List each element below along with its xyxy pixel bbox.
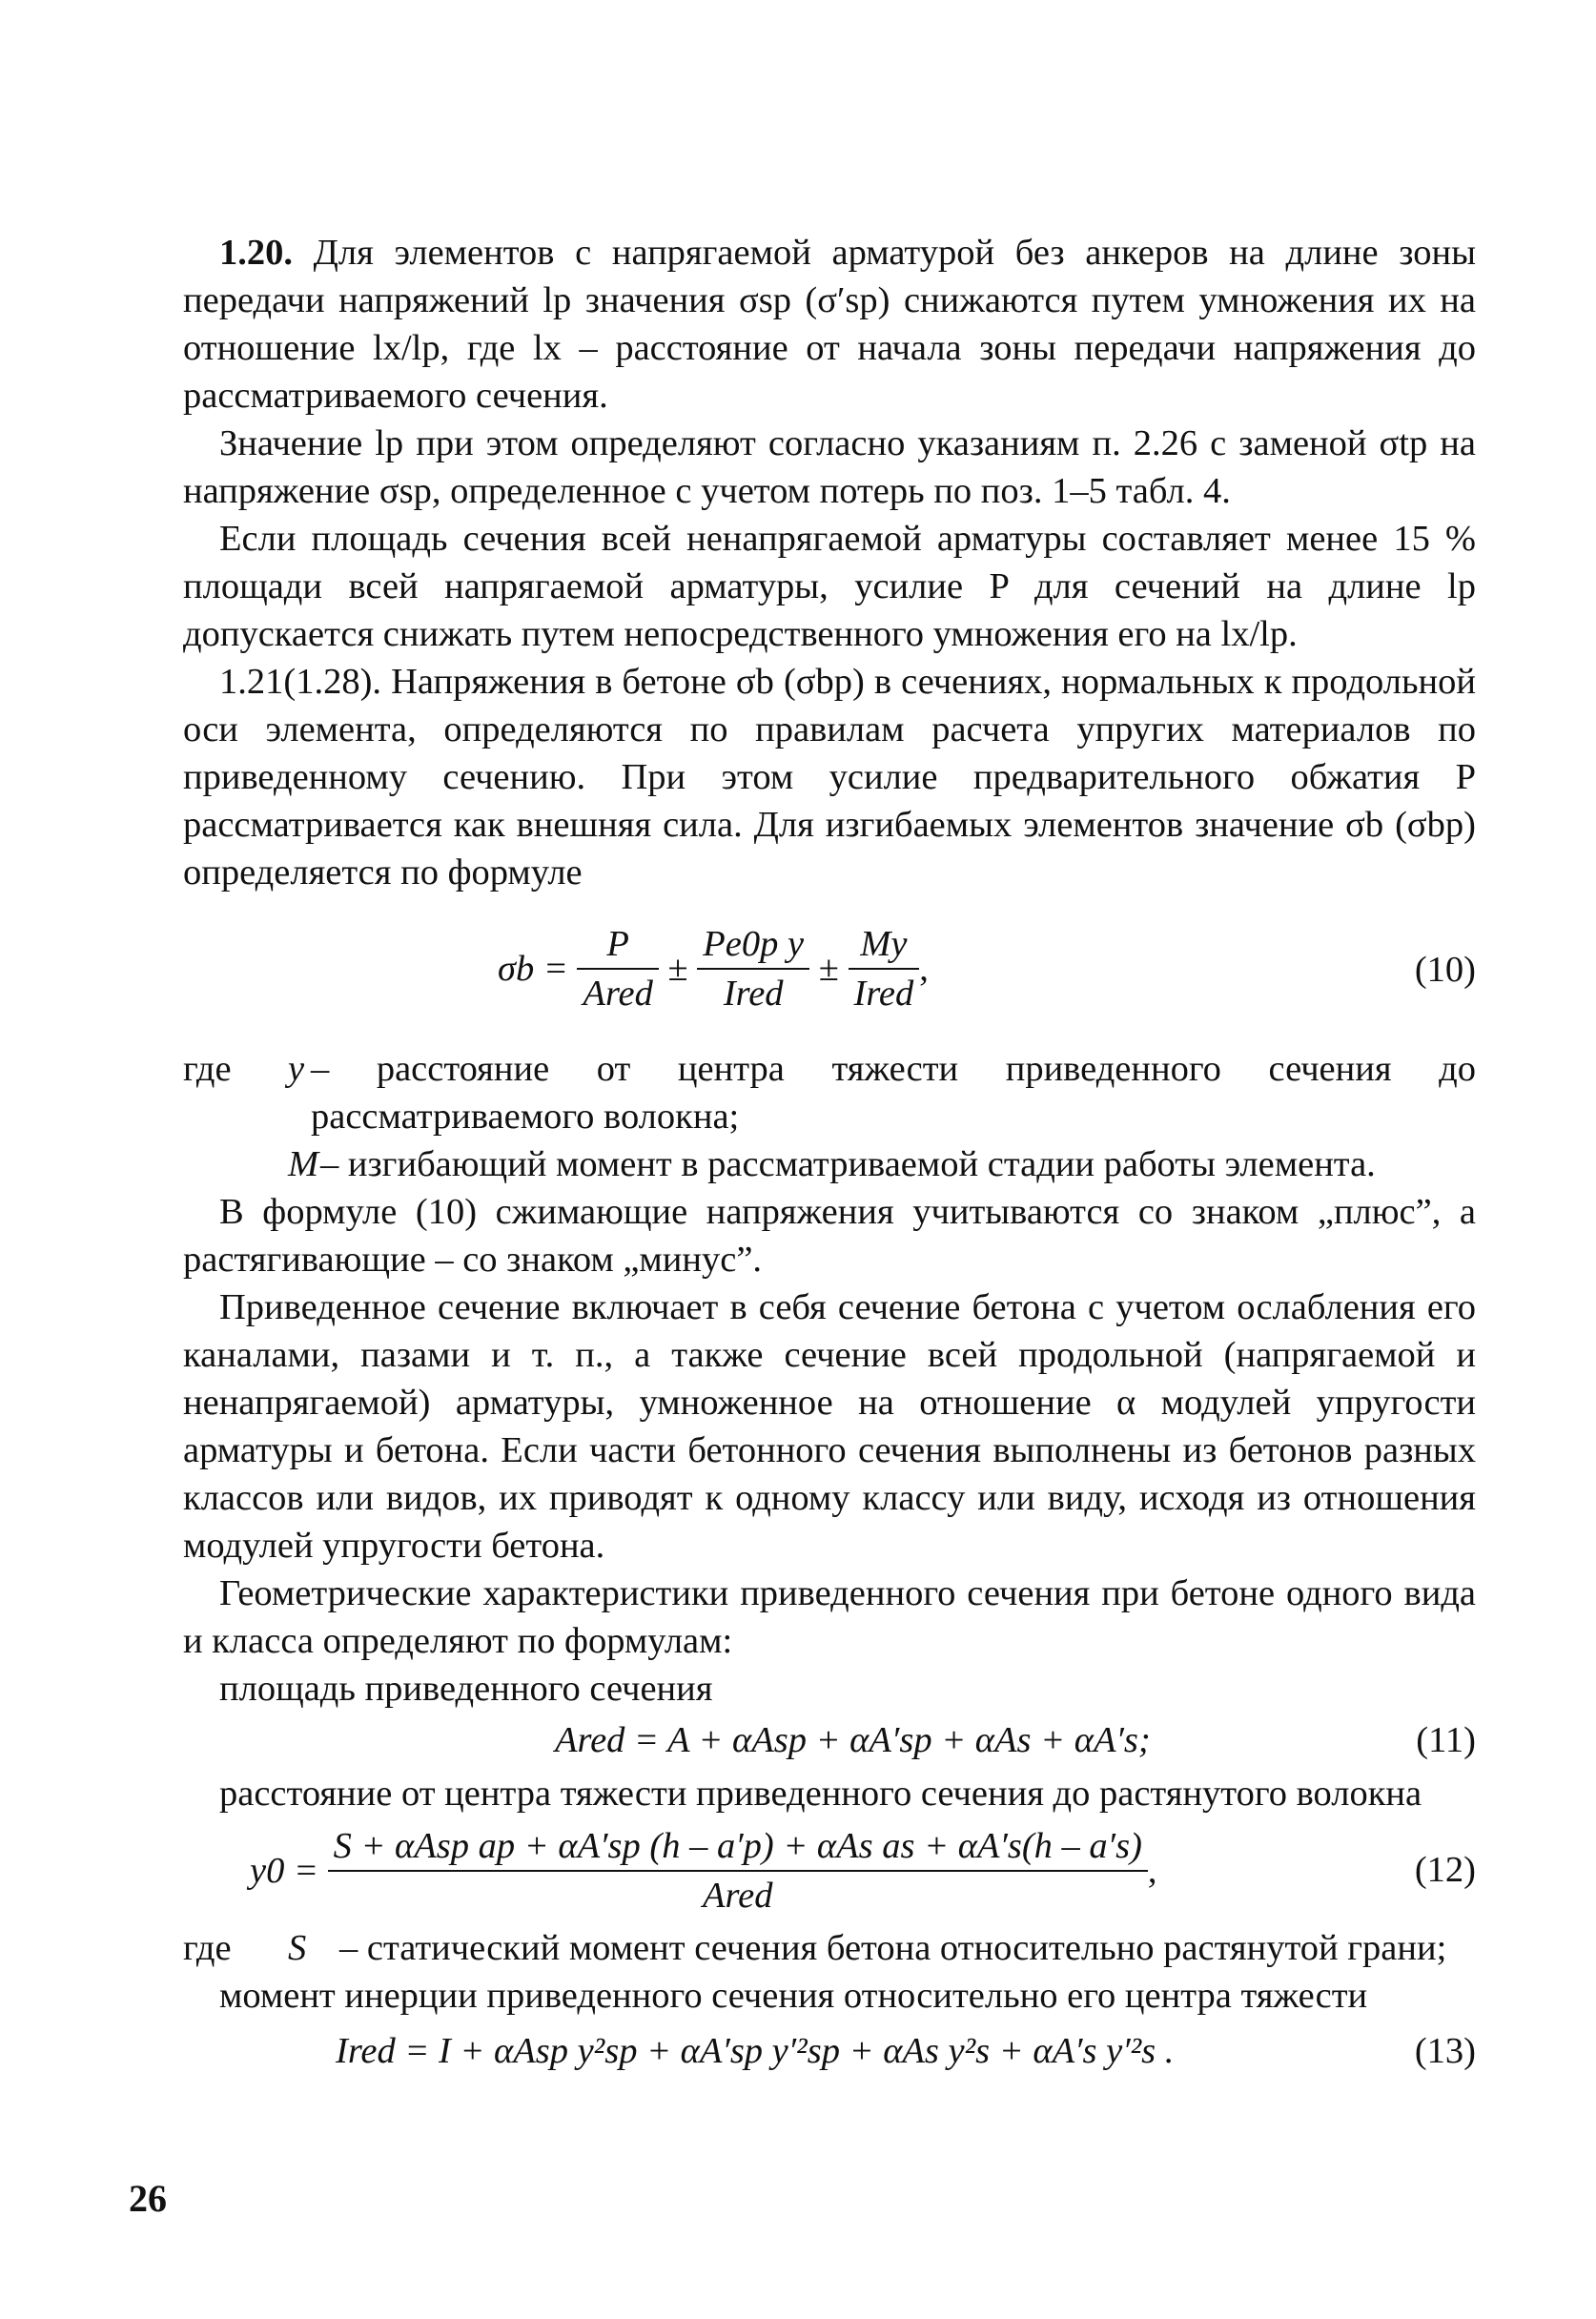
equation-number-12: (12) bbox=[1414, 1850, 1476, 1890]
where-block-2 bbox=[183, 1924, 1476, 1972]
equation-number-11: (11) bbox=[1416, 1720, 1476, 1760]
equation-13 bbox=[183, 2027, 1476, 2075]
symbol-y: y bbox=[288, 1049, 305, 1089]
eq10-fraction-2: $\frac{\text{Pe0p y}}{\text{Ired}}$ bbox=[697, 920, 809, 1017]
eq12-lhs: y0 = bbox=[250, 1851, 318, 1891]
paragraph-area-caption: площадь приведенного сечения bbox=[219, 1669, 713, 1709]
paragraph-text: Напряжения в бетоне σb (σbp) в сечениях, нормальных к продольной оси элемента, определяются по правилам расчета упругих материалов по приведенному сечению. При этом усилие предварительного обжатия P рассматривается как внешняя сила. Для изгибаемых элементов значение σb (σbp) определяется по формуле bbox=[183, 662, 1477, 893]
section-number: 1.21(1.28). bbox=[219, 662, 382, 702]
where-label: где bbox=[183, 1049, 232, 1089]
definition-m: – изгибающий момент в рассматриваемой стадии работы элемента. bbox=[320, 1144, 1376, 1184]
eq11-expression: Ared = A + αAsp + αA′sp + αAs + αA′s; bbox=[555, 1720, 1151, 1760]
paragraph-lp-value: Значение lp при этом определяют согласно указаниям п. 2.26 с заменой σtp на напряжение σsp, определенное с учетом потерь по поз. 1–5 табл. 4. bbox=[183, 423, 1476, 511]
paragraph-reduced-section: Приведенное сечение включает в себя сечение бетона с учетом ослабления его каналами, пазами и т. п., а также сечение всей продольной (напрягаемой и ненапрягаемой) арматуры, умноженное на отношение α модулей упругости арматуры и бетона. Если части бетонного сечения выполнены из бетонов разных классов или видов, их приводят к одному классу или виду, исходя из отношения модулей упругости бетона. bbox=[183, 1287, 1476, 1566]
equation-12 bbox=[183, 1817, 1476, 1924]
paragraph-inertia-caption: момент инерции приведенного сечения относительно его центра тяжести bbox=[219, 1976, 1368, 2016]
equation-number-10: (10) bbox=[1414, 950, 1476, 990]
eq10-fraction-1: $\frac{P}{\text{Ared}}$ bbox=[577, 920, 658, 1017]
eq10-op-1: ± bbox=[667, 949, 688, 989]
paragraph-geometric: Геометрические характеристики приведенного сечения при бетоне одного вида и класса определяют по формулам: bbox=[183, 1573, 1476, 1661]
symbol-s: S bbox=[288, 1928, 307, 1968]
eq10-lhs: σb = bbox=[498, 949, 568, 989]
equation-10 bbox=[183, 912, 1476, 1045]
section-number: 1.20. bbox=[219, 233, 293, 273]
definition-s: – статический момент сечения бетона относительно растянутой грани; bbox=[339, 1928, 1447, 1968]
eq13-expression: Ired = I + αAsp y²sp + αA′sp y′²sp + αAs y²s + αA′s y′²s . bbox=[336, 2031, 1175, 2071]
eq10-fraction-3: $\frac{My}{\text{Ired}}$ bbox=[849, 920, 920, 1017]
eq12-fraction: $\frac{\text{S + αAsp ap + αA′sp (h – a′p) + αAs as + αA′s(h – a′s)}}{\text{Ared}}$ bbox=[328, 1822, 1148, 1919]
text-column bbox=[183, 229, 1476, 2075]
equation-11 bbox=[183, 1716, 1476, 1764]
paragraph-1-20 bbox=[183, 229, 1476, 420]
symbol-m: M bbox=[288, 1144, 319, 1184]
eq12-tail: , bbox=[1147, 1851, 1157, 1891]
definition-y: – расстояние от центра тяжести приведенного сечения до рассматриваемого волокна; bbox=[311, 1049, 1476, 1137]
paragraph-distance-caption: расстояние от центра тяжести приведенного сечения до растянутого волокна bbox=[219, 1774, 1422, 1814]
paragraph-sign: В формуле (10) сжимающие напряжения учитываются со знаком „плюс”, а растягивающие – со знаком „минус”. bbox=[183, 1192, 1476, 1280]
page-number: 26 bbox=[129, 2177, 167, 2220]
paragraph-text: Для элементов с напрягаемой арматурой без анкеров на длине зоны передачи напряжений lp значения σsp (σ′sp) снижаются путем умножения их на отношение lx/lp, где lx – расстояние от начала зоны передачи напряжения до рассматриваемого сечения. bbox=[183, 233, 1476, 416]
paragraph-reinforcement: Если площадь сечения всей ненапрягаемой арматуры составляет менее 15 % площади всей напрягаемой арматуры, усилие P для сечений на длине lp допускается снижать путем непосредственного умножения его на lx/lp. bbox=[183, 519, 1476, 654]
eq10-op-2: ± bbox=[818, 949, 839, 989]
where-block-1 bbox=[183, 1045, 1476, 1188]
where-label: где bbox=[183, 1928, 232, 1968]
paragraph-1-21 bbox=[183, 658, 1476, 896]
equation-number-13: (13) bbox=[1414, 2031, 1476, 2071]
eq10-tail: , bbox=[919, 949, 929, 989]
